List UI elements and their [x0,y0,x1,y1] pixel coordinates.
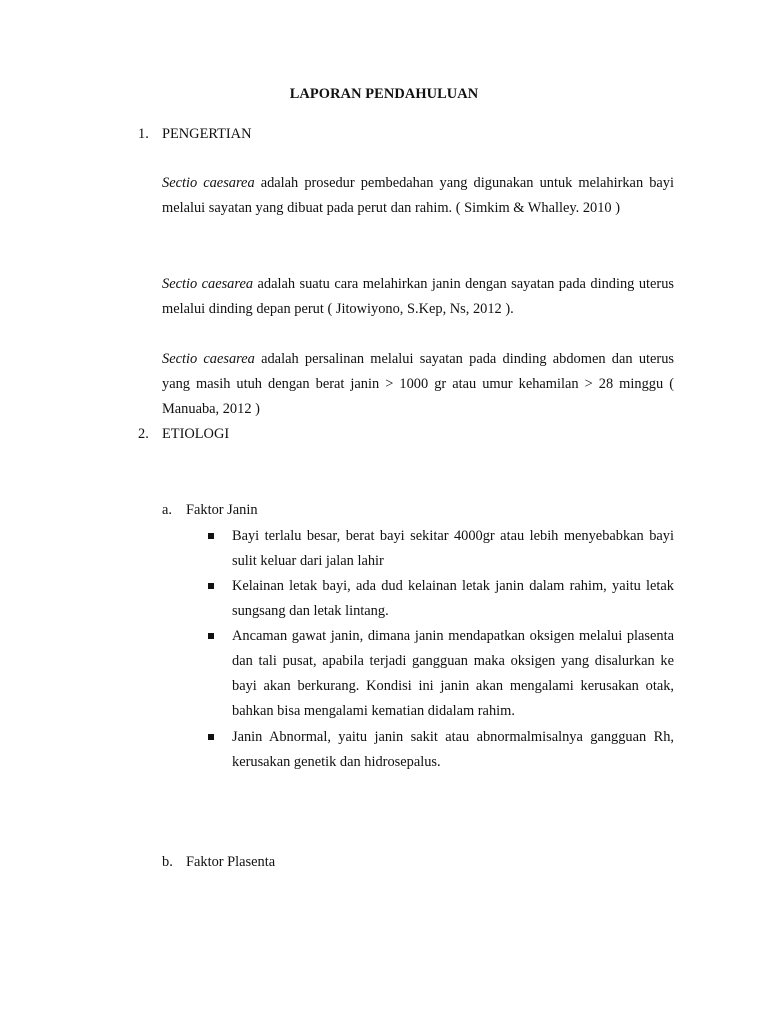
subsection-letter: b. [162,854,173,870]
section-heading-pengertian [138,124,251,144]
bullet-item [208,574,674,624]
paragraph-text: adalah suatu cara melahirkan janin dengan sayatan pada dinding uterus melalui dinding depan perut ( Jitowiyono, S.Kep, Ns, 2012 ). [162,276,674,317]
paragraph-definition-2 [162,272,674,322]
paragraph-definition-1 [162,171,674,221]
section-title: PENGERTIAN [162,126,252,142]
term-italic: Sectio caesarea [162,351,255,367]
paragraph-text: adalah persalinan melalui sayatan pada dinding abdomen dan uterus yang masih utuh dengan berat janin > 1000 gr atau umur kehamilan > 28 minggu ( Manuaba, 2012 ) [162,351,674,417]
section-number: 1. [138,126,149,142]
subsection-title: Faktor Plasenta [186,854,276,870]
subsection-heading-faktor-janin [162,500,258,520]
bullet-text: Bayi terlalu besar, berat bayi sekitar 4000gr atau lebih menyebabkan bayi sulit keluar dari jalan lahir [232,528,674,569]
section-number: 2. [138,426,149,442]
bullet-text: Ancaman gawat janin, dimana janin mendapatkan oksigen melalui plasenta dan tali pusat, apabila terjadi gangguan maka oksigen yang disalurkan ke bayi akan berkurang. Kondisi ini janin akan mengalami kerusakan otak, bahkan bisa mengalami kematian didalam rahim. [232,628,674,719]
subsection-heading-faktor-plasenta [162,852,275,872]
section-title: ETIOLOGI [162,426,230,442]
document-title: LAPORAN PENDAHULUAN [289,86,479,102]
square-bullet-icon [208,633,214,639]
bullet-text: Janin Abnormal, yaitu janin sakit atau abnormalmisalnya gangguan Rh, kerusakan genetik dan hidrosepalus. [232,729,674,770]
paragraph-definition-3 [162,347,674,422]
square-bullet-icon [208,533,214,539]
subsection-title: Faktor Janin [186,502,258,518]
bullet-text: Kelainan letak bayi, ada dud kelainan letak janin dalam rahim, yaitu letak sungsang dan letak lintang. [232,578,674,619]
bullet-item [208,624,674,724]
bullet-item [208,524,674,574]
paragraph-text: adalah prosedur pembedahan yang digunakan untuk melahirkan bayi melalui sayatan yang dibuat pada perut dan rahim. ( Simkim & Whalley. 2010 ) [162,175,674,216]
section-heading-etiologi [138,424,229,444]
subsection-letter: a. [162,502,172,518]
square-bullet-icon [208,583,214,589]
term-italic: Sectio caesarea [162,175,255,191]
square-bullet-icon [208,734,214,740]
term-italic: Sectio caesarea [162,276,254,292]
bullet-item [208,725,674,775]
